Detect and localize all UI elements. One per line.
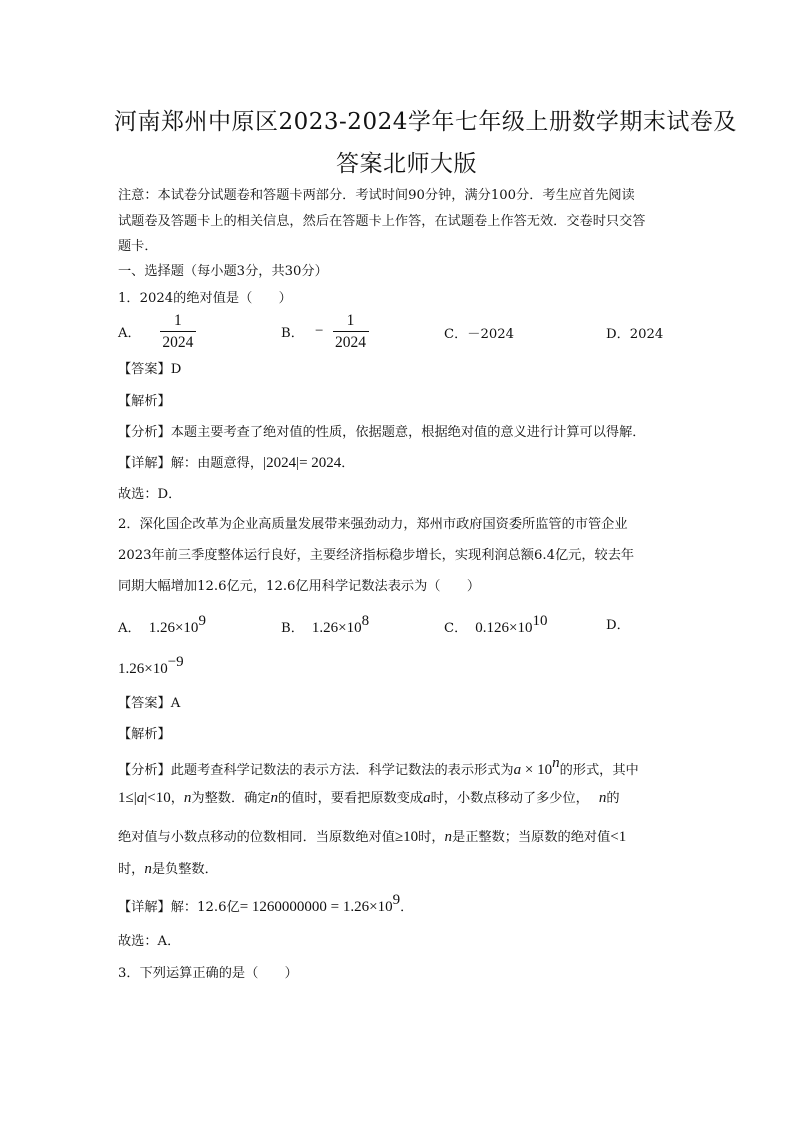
fraction-bar [160, 331, 196, 332]
q2-analysis-text: 【分析】此题考查科学记数法的表示方法．科学记数法的表示形式为 [118, 763, 514, 778]
q2-detail [118, 892, 413, 916]
q2-option-d-value: 1.26×10 [118, 661, 168, 677]
q2-stem-line-2: 2023年前三季度整体运行良好，主要经济指标稳步增长，实现利润总额6.4亿元，较去年 [118, 548, 635, 563]
notice-line-3: 题卡． [118, 239, 158, 254]
q2-option-d-label: D． [606, 618, 630, 633]
page-title-line2: 答案北师大版 [336, 151, 477, 177]
q2-analysis-text: 是负整数． [151, 862, 218, 877]
q1-analysis: 【分析】本题主要考查了绝对值的性质，依据题意，根据绝对值的意义进行计算可以得解． [118, 425, 646, 440]
q1-answer: 【答案】D [118, 362, 182, 377]
q2-option-d [118, 654, 184, 678]
q2-analysis-text: 的形式，其中 [559, 763, 639, 778]
q1-option-b-denominator: 2024 [335, 334, 367, 351]
section-heading: 一、选择题（每小题3分，共30分） [118, 264, 328, 279]
q2-option-c-value: 0.126×10 [475, 620, 533, 636]
q1-option-d: D．2024 [606, 327, 664, 342]
q2-analysis-text: 的 [606, 791, 620, 806]
q2-detail-suffix: ． [400, 900, 414, 915]
q2-choice: 故选：A． [118, 934, 181, 949]
q1-option-a-numerator: 1 [173, 312, 182, 329]
q1-option-a-label: A． [118, 326, 141, 341]
q2-option-c-label: C． [444, 621, 468, 636]
q2-analysis-text: 时， [118, 862, 145, 877]
q2-analysis-text: 是正整数；当原数的绝对值 [452, 830, 611, 845]
q1-jiexi: 【解析】 [118, 394, 171, 409]
q2-analysis-text: ， [170, 791, 184, 806]
math-lt-one: <1 [610, 829, 627, 845]
math-n: n [144, 861, 152, 877]
q1-option-a-fraction [160, 311, 196, 352]
q2-answer: 【答案】A [118, 696, 181, 711]
math-range-left: 1≤| [118, 790, 137, 806]
q2-stem-line-3: 同期大幅增加12.6亿元，12.6亿用科学记数法表示为（ ） [118, 579, 481, 594]
math-range-right: |<10 [144, 790, 171, 806]
q2-option-b-label: B． [281, 621, 304, 636]
q2-option-a-value: 1.26×10 [148, 620, 199, 636]
q1-option-b-label: B． [281, 326, 304, 341]
q1-option-b-sign: − [314, 323, 324, 339]
q2-option-a [118, 613, 206, 637]
q1-option-b [281, 311, 369, 352]
notice-line-2: 试题卷及答题卡上的相关信息，然后在答题卡上作答，在试题卷上作答无效．交卷时只交答 [118, 214, 646, 229]
math-n: n [270, 790, 279, 806]
q2-analysis-text: 绝对值与小数点移动的位数相同．当原数绝对值 [118, 830, 395, 845]
q1-detail [118, 452, 354, 472]
q1-detail-math: |2024|= 2024 [263, 455, 342, 471]
q2-analysis-line-1 [118, 755, 639, 779]
math-n: n [444, 829, 453, 845]
q1-option-a-denominator: 2024 [162, 334, 194, 351]
math-a: a [423, 790, 431, 806]
q2-detail-prefix: 【详解】解：12.6亿 [118, 900, 240, 915]
q2-analysis-line-4 [118, 858, 218, 878]
page-title-line1: 河南郑州中原区2023-2024学年七年级上册数学期末试卷及 [114, 109, 737, 135]
q1-option-b-fraction [333, 311, 369, 352]
q1-option-a [118, 311, 196, 352]
q2-analysis-text: 的值时，要看把原数变成 [278, 791, 424, 806]
math-a: a [513, 762, 522, 778]
q3-stem: 3．下列运算正确的是（ ） [118, 966, 298, 981]
fraction-bar [333, 331, 369, 332]
q2-jiexi: 【解析】 [118, 727, 171, 742]
q2-option-b-exponent: 8 [361, 613, 370, 629]
q2-analysis-text: 为整数．确定 [191, 791, 271, 806]
math-times-ten: × 10 [521, 762, 553, 778]
notice-line-1: 注意：本试卷分试题卷和答题卡两部分．考试时间90分钟，满分100分．考生应首先阅读 [118, 188, 635, 203]
q2-stem-line-1: 2．深化国企改革为企业高质量发展带来强劲动力，郑州市政府国资委所监管的市管企业 [118, 517, 628, 532]
q1-detail-suffix: ． [341, 456, 355, 471]
q2-analysis-text: 时，小数点移动了多少位， [430, 791, 589, 806]
math-n: n [183, 790, 192, 806]
q2-option-b [281, 613, 369, 637]
q2-option-b-value: 1.26×10 [311, 620, 362, 636]
q2-analysis-line-3 [118, 826, 626, 846]
q2-analysis-line-2 [118, 787, 620, 807]
q2-option-c [444, 613, 548, 637]
q1-option-c: C．－2024 [444, 327, 515, 342]
q1-choice: 故选：D． [118, 487, 182, 502]
q1-detail-prefix: 【详解】解：由题意得， [118, 456, 264, 471]
math-n: n [598, 790, 607, 806]
q2-option-a-exponent: 9 [198, 613, 206, 629]
math-n-exponent: n [552, 755, 560, 771]
q2-detail-math: = 1260000000 = 1.26×10 [239, 899, 393, 915]
q2-option-d-exponent: −9 [167, 654, 184, 670]
q2-option-a-label: A． [118, 621, 141, 636]
q2-option-c-exponent: 10 [532, 613, 548, 629]
q1-option-b-numerator: 1 [346, 312, 355, 329]
q1-stem: 1．2024的绝对值是（ ） [118, 291, 292, 306]
math-ge-ten: ≥10 [394, 829, 419, 845]
q2-detail-exponent: 9 [392, 892, 401, 908]
math-a: a [136, 790, 145, 806]
q2-analysis-text: 时， [418, 830, 445, 845]
